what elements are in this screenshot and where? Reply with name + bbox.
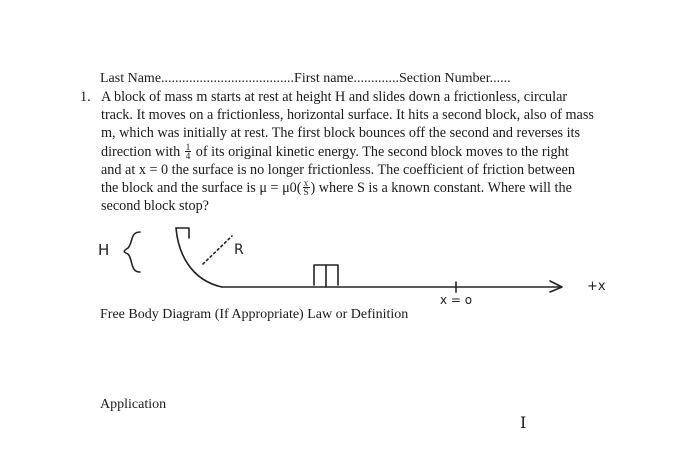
problem-text: ) where S is a known constant. Where will the (310, 180, 572, 197)
fraction-x-over-s: $\frac{x}{S}$ (303, 178, 309, 198)
radius-line (203, 236, 232, 264)
problem-text: of its original kinetic energy. The second block moves to the right (195, 143, 569, 160)
fraction-one-quarter: $\frac{1}{4}$ (185, 141, 191, 161)
problem-text: the block and the surface is μ = μ0( (101, 180, 302, 197)
height-label: H (98, 241, 110, 259)
axis-label: +x (587, 279, 606, 294)
problem-line: track. It moves on a frictionless, horizontal surface. It hits a second block, also of mass (101, 107, 594, 124)
problem-line: second block stop? (101, 198, 209, 215)
origin-label: x = o (440, 293, 473, 307)
problem-line: A block of mass m starts at rest at height H and slides down a frictionless, circular (101, 89, 568, 105)
problem-line: and at x = 0 the surface is no longer frictionless. The coefficient of friction between (101, 161, 575, 178)
name-section-header: Last Name......................................First name.............Section Number...... (100, 71, 511, 86)
radius-label: R (234, 242, 244, 258)
track-top-marker (176, 228, 189, 238)
circular-track (176, 228, 222, 287)
application-label: Application (100, 397, 167, 412)
text-cursor-icon: I (520, 413, 527, 432)
problem-text: direction with (101, 143, 181, 160)
height-brace (124, 232, 140, 272)
problem-number: 1. (80, 89, 91, 105)
fbd-label: Free Body Diagram (If Appropriate) Law or Definition (100, 307, 409, 322)
problem-line: m, which was initially at rest. The first block bounces off the second and reverses its (101, 125, 580, 142)
